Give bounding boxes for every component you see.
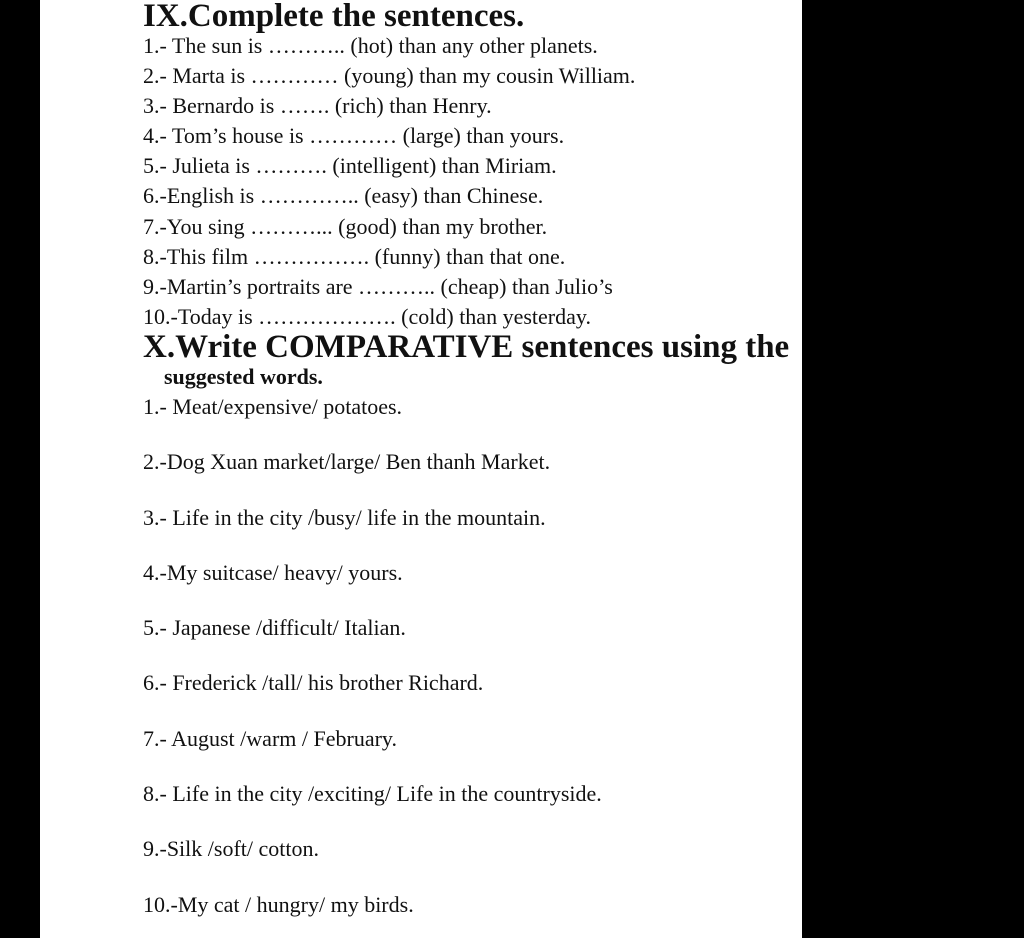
sentence-9-7: 7.-You sing ………... (good) than my brother. [143, 213, 548, 239]
sentence-9-8: 8.-This film ……………. (funny) than that one. [143, 243, 566, 269]
prompt-10-8: 8.- Life in the city /exciting/ Life in the countryside. [143, 781, 602, 807]
prompt-10-5: 5.- Japanese /difficult/ Italian. [143, 615, 406, 641]
prompt-10-7: 7.- August /warm / February. [143, 725, 397, 751]
section-10-list [143, 392, 602, 938]
prompt-10-6: 6.- Frederick /tall/ his brother Richard. [143, 670, 484, 696]
prompt-10-10: 10.-My cat / hungry/ my birds. [143, 891, 414, 917]
prompt-10-4: 4.-My suitcase/ heavy/ yours. [143, 559, 403, 585]
sentence-9-9: 9.-Martin’s portraits are ……….. (cheap) than Julio’s [143, 273, 613, 299]
prompt-10-2: 2.-Dog Xuan market/large/ Ben thanh Market. [143, 449, 551, 475]
section-9-list [143, 31, 635, 332]
sentence-9-4: 4.- Tom’s house is ………… (large) than yours. [143, 123, 565, 149]
section-10-title: X.Write COMPARATIVE sentences using the [143, 329, 790, 365]
section-10-title-continued: suggested words. [164, 364, 323, 389]
sentence-9-1: 1.- The sun is ……….. (hot) than any other planets. [143, 33, 598, 58]
prompt-10-1: 1.- Meat/expensive/ potatoes. [143, 394, 403, 419]
prompt-10-3: 3.- Life in the city /busy/ life in the mountain. [143, 504, 546, 530]
prompt-10-9: 9.-Silk /soft/ cotton. [143, 836, 319, 862]
sentence-9-2: 2.- Marta is ………… (young) than my cousin William. [143, 63, 636, 89]
sentence-9-3: 3.- Bernardo is ……. (rich) than Henry. [143, 93, 492, 119]
worksheet-page [40, 0, 802, 938]
sentence-9-6: 6.-English is ………….. (easy) than Chinese. [143, 183, 544, 209]
sentence-9-5: 5.- Julieta is ………. (intelligent) than Miriam. [143, 153, 557, 179]
section-9-title: IX.Complete the sentences. [143, 0, 525, 34]
sentence-9-10: 10.-Today is ………………. (cold) than yesterday. [143, 303, 591, 329]
